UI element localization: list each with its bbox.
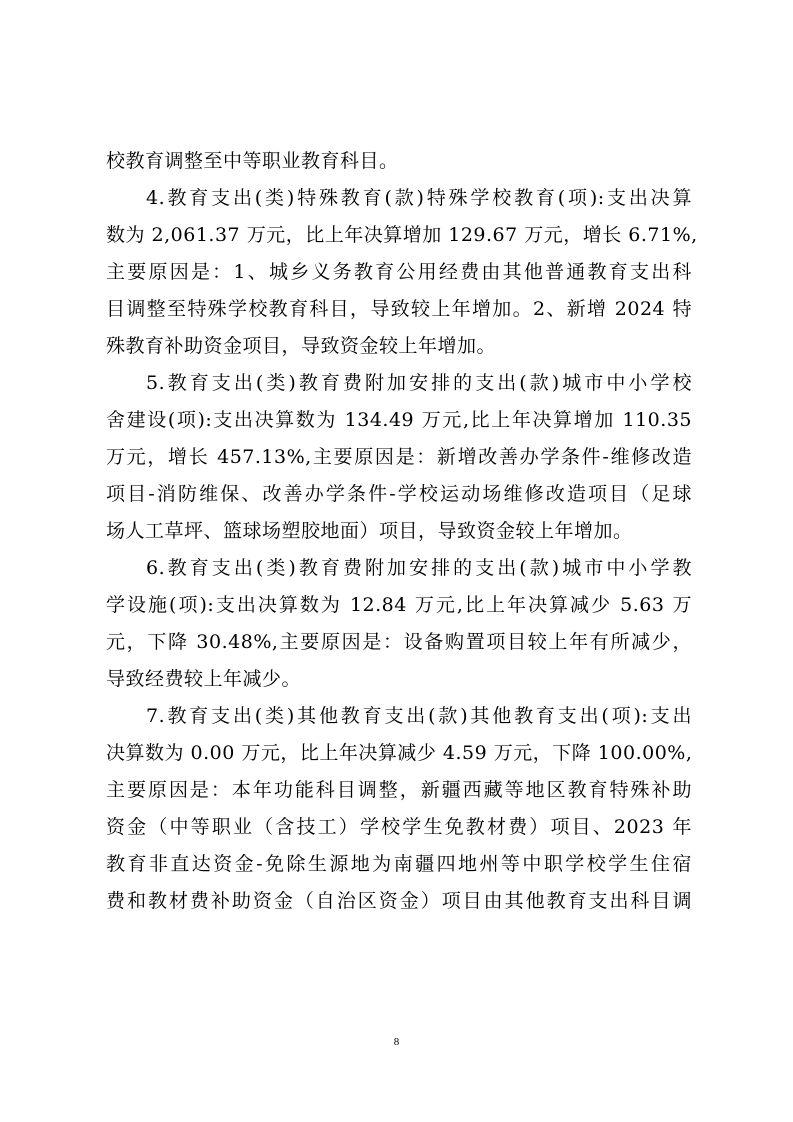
text-line: 决算数为 0.00 万元，比上年决算减少 4.59 万元，下降 100.00%,	[106, 742, 693, 764]
text-line: 费和教材费补助资金（自治区资金）项目由其他教育支出科目调	[106, 890, 692, 912]
body-text	[106, 143, 698, 920]
text-line: 校教育调整至中等职业教育科目。	[106, 150, 399, 172]
text-line: 5.教育支出(类)教育费附加安排的支出(款)城市中小学校	[146, 372, 692, 394]
text-line: 元，下降 30.48%,主要原因是：设备购置项目较上年有所减少，	[106, 631, 692, 653]
text-line: 数为 2,061.37 万元，比上年决算增加 129.67 万元，增长 6.71%,	[106, 224, 698, 246]
text-line: 主要原因是：1、城乡义务教育公用经费由其他普通教育支出科	[106, 261, 692, 283]
text-line: 学设施(项):支出决算数为 12.84 万元,比上年决算减少 5.63 万	[106, 594, 692, 616]
text-line: 资金（中等职业（含技工）学校学生免教材费）项目、2023 年	[106, 816, 692, 838]
text-line: 导致经费较上年减少。	[106, 668, 302, 690]
text-line: 舍建设(项):支出决算数为 134.49 万元,比上年决算增加 110.35	[106, 409, 692, 431]
text-line: 目调整至特殊学校教育科目，导致较上年增加。2、新增 2024 特	[106, 298, 692, 320]
text-line: 6.教育支出(类)教育费附加安排的支出(款)城市中小学教	[146, 557, 692, 579]
text-line: 殊教育补助资金项目，导致资金较上年增加。	[106, 335, 497, 357]
page-number: 8	[393, 1036, 400, 1048]
text-line: 教育非直达资金-免除生源地为南疆四地州等中职学校学生住宿	[106, 853, 692, 875]
text-line: 万元，增长 457.13%,主要原因是：新增改善办学条件-维修改造	[106, 446, 692, 468]
text-line: 4.教育支出(类)特殊教育(款)特殊学校教育(项):支出决算	[146, 187, 692, 209]
text-line: 场人工草坪、篮球场塑胶地面）项目，导致资金较上年增加。	[106, 520, 633, 542]
text-line: 7.教育支出(类)其他教育支出(款)其他教育支出(项):支出	[146, 705, 692, 727]
text-line: 项目-消防维保、改善办学条件-学校运动场维修改造项目（足球	[106, 483, 692, 505]
text-line: 主要原因是：本年功能科目调整，新疆西藏等地区教育特殊补助	[106, 779, 692, 801]
